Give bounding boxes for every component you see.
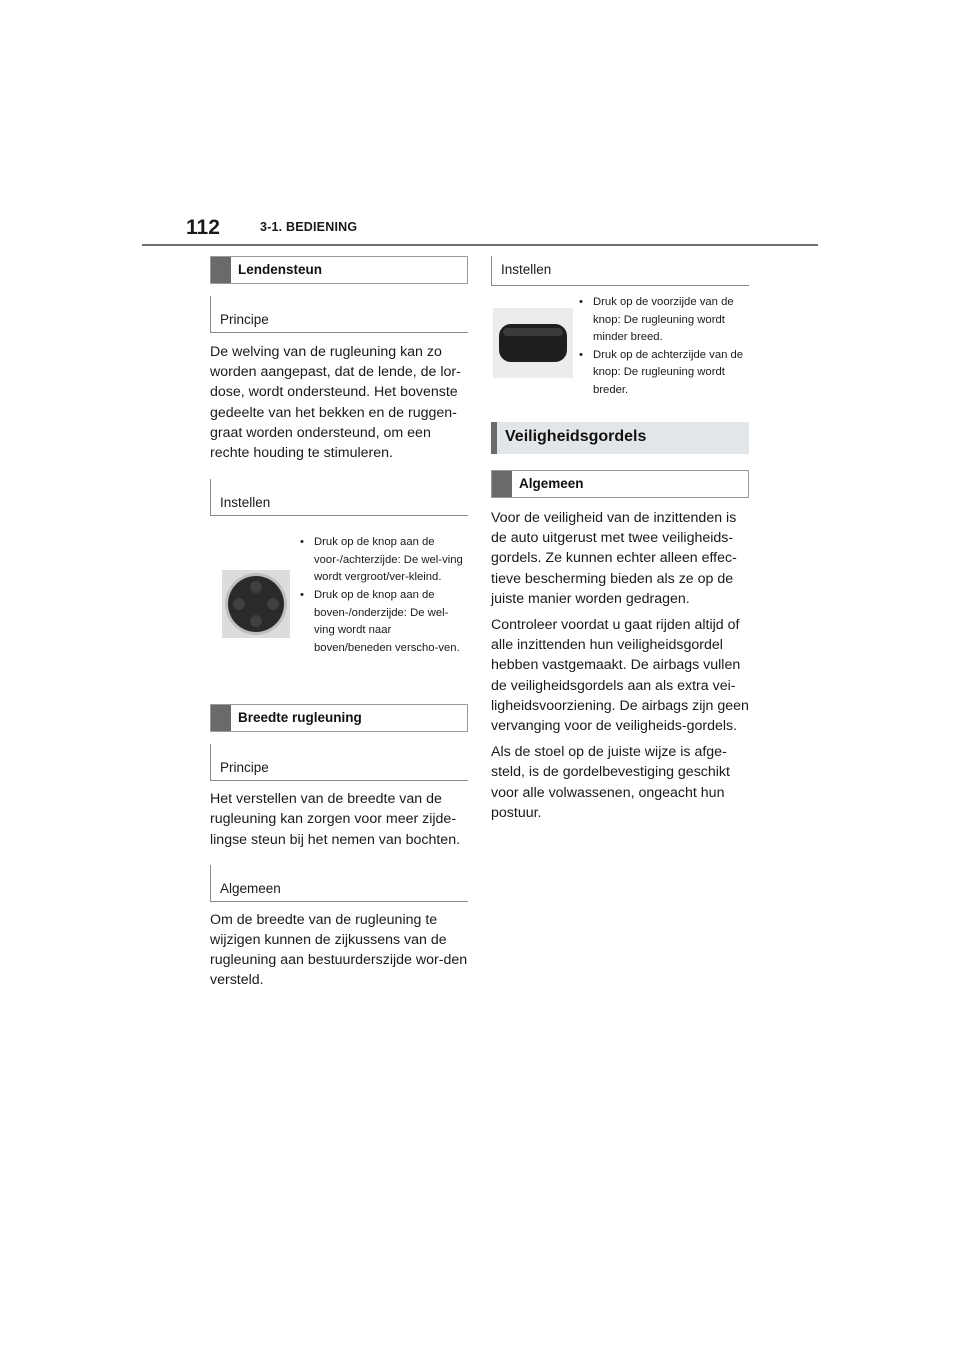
instruction-list xyxy=(579,294,749,400)
section-marker xyxy=(211,257,231,283)
section-title: Algemeen xyxy=(519,476,584,491)
list-item: • Druk op de voorzijde van de knop: De rugleuning wordt minder breed. xyxy=(579,294,749,347)
subheading-principe: Principe xyxy=(210,296,468,333)
section-lendensteun xyxy=(210,256,468,284)
subheading-instellen: Instellen xyxy=(210,479,468,516)
paragraph-principe: De welving van de rugleuning kan zo worden aangepast, dat de lende, de lor-dose, wordt ondersteund. Het bovenste gedeelte van het bekken en de ruggen-graat worden ondersteund, om een rechte houding te stimuleren. xyxy=(210,344,461,462)
list-item: • Druk op de achterzijde van de knop: De rugleuning wordt breder. xyxy=(579,347,749,400)
subheading-instellen: Instellen xyxy=(491,256,749,286)
section-title: Breedte rugleuning xyxy=(238,710,362,726)
instellen-instructions xyxy=(210,516,468,694)
heading-veiligheidsgordels xyxy=(491,422,749,454)
instellen-width-instructions xyxy=(491,286,749,416)
instruction-list xyxy=(300,534,468,657)
list-item: • Druk op de knop aan de voor-/achterzijde: De wel-ving wordt vergroot/ver-kleind. xyxy=(300,534,468,587)
page-header xyxy=(186,212,818,246)
subheading-algemeen: Algemeen xyxy=(210,865,468,902)
paragraph-gordels-2: Controleer voordat u gaat rijden altijd of alle inzittenden hun veiligheidsgordel hebben vastgemaakt. De airbags vullen de veiligheidsgordels aan als extra vei-ligheidsvoorziening. De airbags zijn geen vervanging voor de veiligheids-gordels. xyxy=(491,617,749,735)
chapter-title: 3-1. BEDIENING xyxy=(260,220,358,234)
section-marker xyxy=(211,705,231,731)
section-title: Lendensteun xyxy=(238,262,323,277)
section-breedte-rugleuning xyxy=(210,704,468,732)
paragraph-gordels-3: Als de stoel op de juiste wijze is afge-steld, is de gordelbevestiging geschikt voor alle volwassenen, ongeacht hun postuur. xyxy=(491,744,730,821)
lumbar-support-button-icon xyxy=(222,570,290,638)
paragraph-breedte-algemeen: Om de breedte van de rugleuning te wijzigen kunnen de zijkussens van de rugleuning aan bestuurderszijde wor-den versteld. xyxy=(210,911,468,989)
heading-title: Veiligheidsgordels xyxy=(505,428,647,445)
page-number: 112 xyxy=(186,216,220,239)
backrest-width-button-icon xyxy=(493,308,573,378)
heading-marker xyxy=(491,422,497,454)
left-column xyxy=(210,256,468,991)
list-item: • Druk op de knop aan de boven-/onderzijde: De wel-ving wordt naar boven/beneden verscho-ven. xyxy=(300,587,468,657)
paragraph-breedte-principe: Het verstellen van de breedte van de rugleuning kan zorgen voor meer zijde-lingse steun bij het nemen van bochten. xyxy=(210,791,461,848)
right-column xyxy=(491,256,749,823)
paragraph-gordels-1: Voor de veiligheid van de inzittenden is de auto uitgerust met twee veiligheids-gordels. Ze kunnen echter alleen effec-tieve bescherming bieden als ze op de juiste manier worden gedragen. xyxy=(491,510,737,607)
subheading-principe: Principe xyxy=(210,744,468,781)
section-marker xyxy=(492,471,512,497)
section-algemeen xyxy=(491,470,749,498)
header-divider xyxy=(142,244,818,246)
